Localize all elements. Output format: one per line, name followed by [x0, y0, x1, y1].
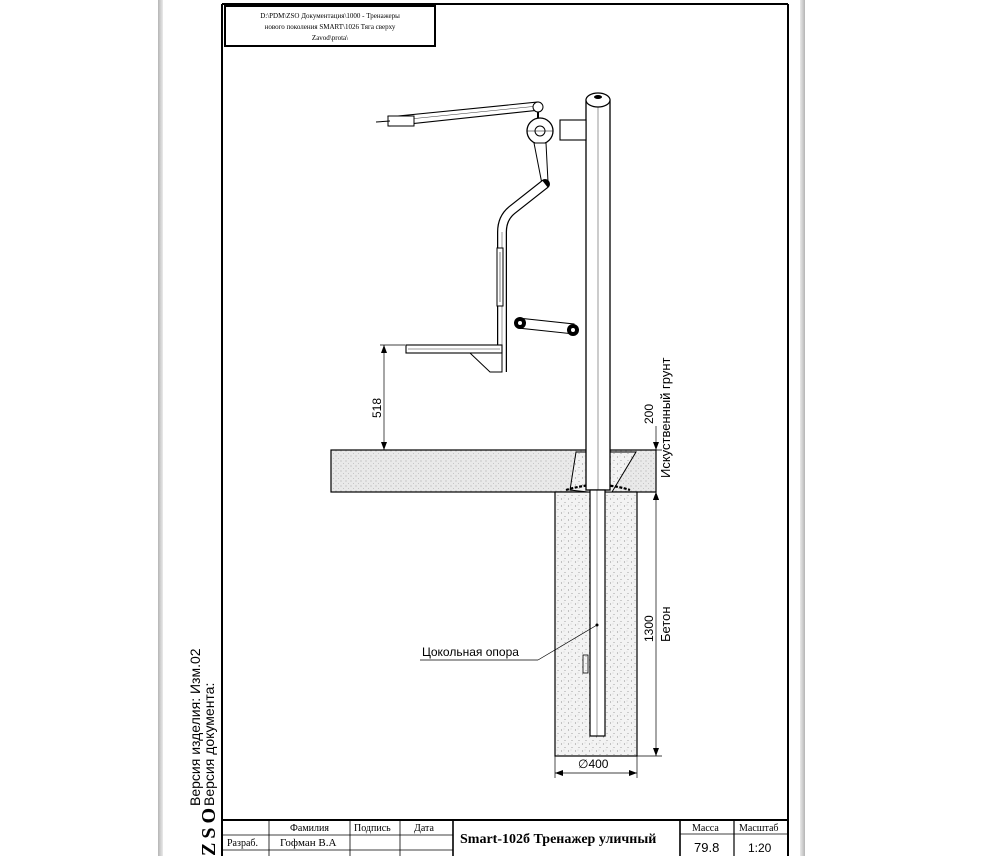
tb-header-date: Дата	[414, 823, 434, 834]
main-post	[586, 93, 610, 490]
dimension-foundation-diameter-value: ∅400	[578, 757, 609, 771]
handle-frame	[497, 184, 545, 372]
label-artificial-ground: Искуственный грунт	[658, 357, 673, 478]
file-path-box	[224, 5, 436, 47]
tb-header-mass: Масса	[692, 823, 719, 834]
tb-row1-name: Гофман В.А	[280, 837, 337, 849]
file-path-line-3: Zavod\prota\	[311, 34, 349, 42]
pivot-bracket	[527, 118, 586, 144]
tb-drawing-title: Smart-102б Тренажер уличный	[460, 832, 657, 847]
dimension-concrete-depth-value: 1300	[642, 615, 656, 642]
drawing-frame	[222, 4, 788, 856]
label-base-support: Цокольная опора	[422, 645, 519, 659]
upper-lever-arm	[376, 102, 543, 126]
seat-platform	[406, 345, 502, 372]
file-path-line-1: D:\PDM\ZSO Документация\1000 - Тренажеры	[260, 12, 400, 20]
label-concrete: Бетон	[658, 606, 673, 642]
dimension-seat-height-value: 518	[370, 397, 384, 418]
document-version-note: Версия документа:	[201, 682, 217, 806]
product-version-note: Версия изделия: Изм.02	[187, 648, 203, 806]
company-logo-text: ZSO	[198, 803, 220, 856]
file-path-line-2: нового поколения SMART\1026 Тяга сверху	[264, 23, 396, 31]
tb-mass-value: 79.8	[694, 840, 720, 855]
tb-header-signature: Подпись	[354, 823, 391, 834]
dimension-ground-depth-value: 200	[642, 403, 656, 424]
tb-row1-role: Разраб.	[227, 838, 258, 849]
tb-scale-value: 1:20	[748, 841, 772, 855]
lower-link	[514, 317, 579, 336]
tb-header-scale: Масштаб	[739, 823, 779, 834]
tb-header-surname: Фамилия	[290, 823, 329, 834]
